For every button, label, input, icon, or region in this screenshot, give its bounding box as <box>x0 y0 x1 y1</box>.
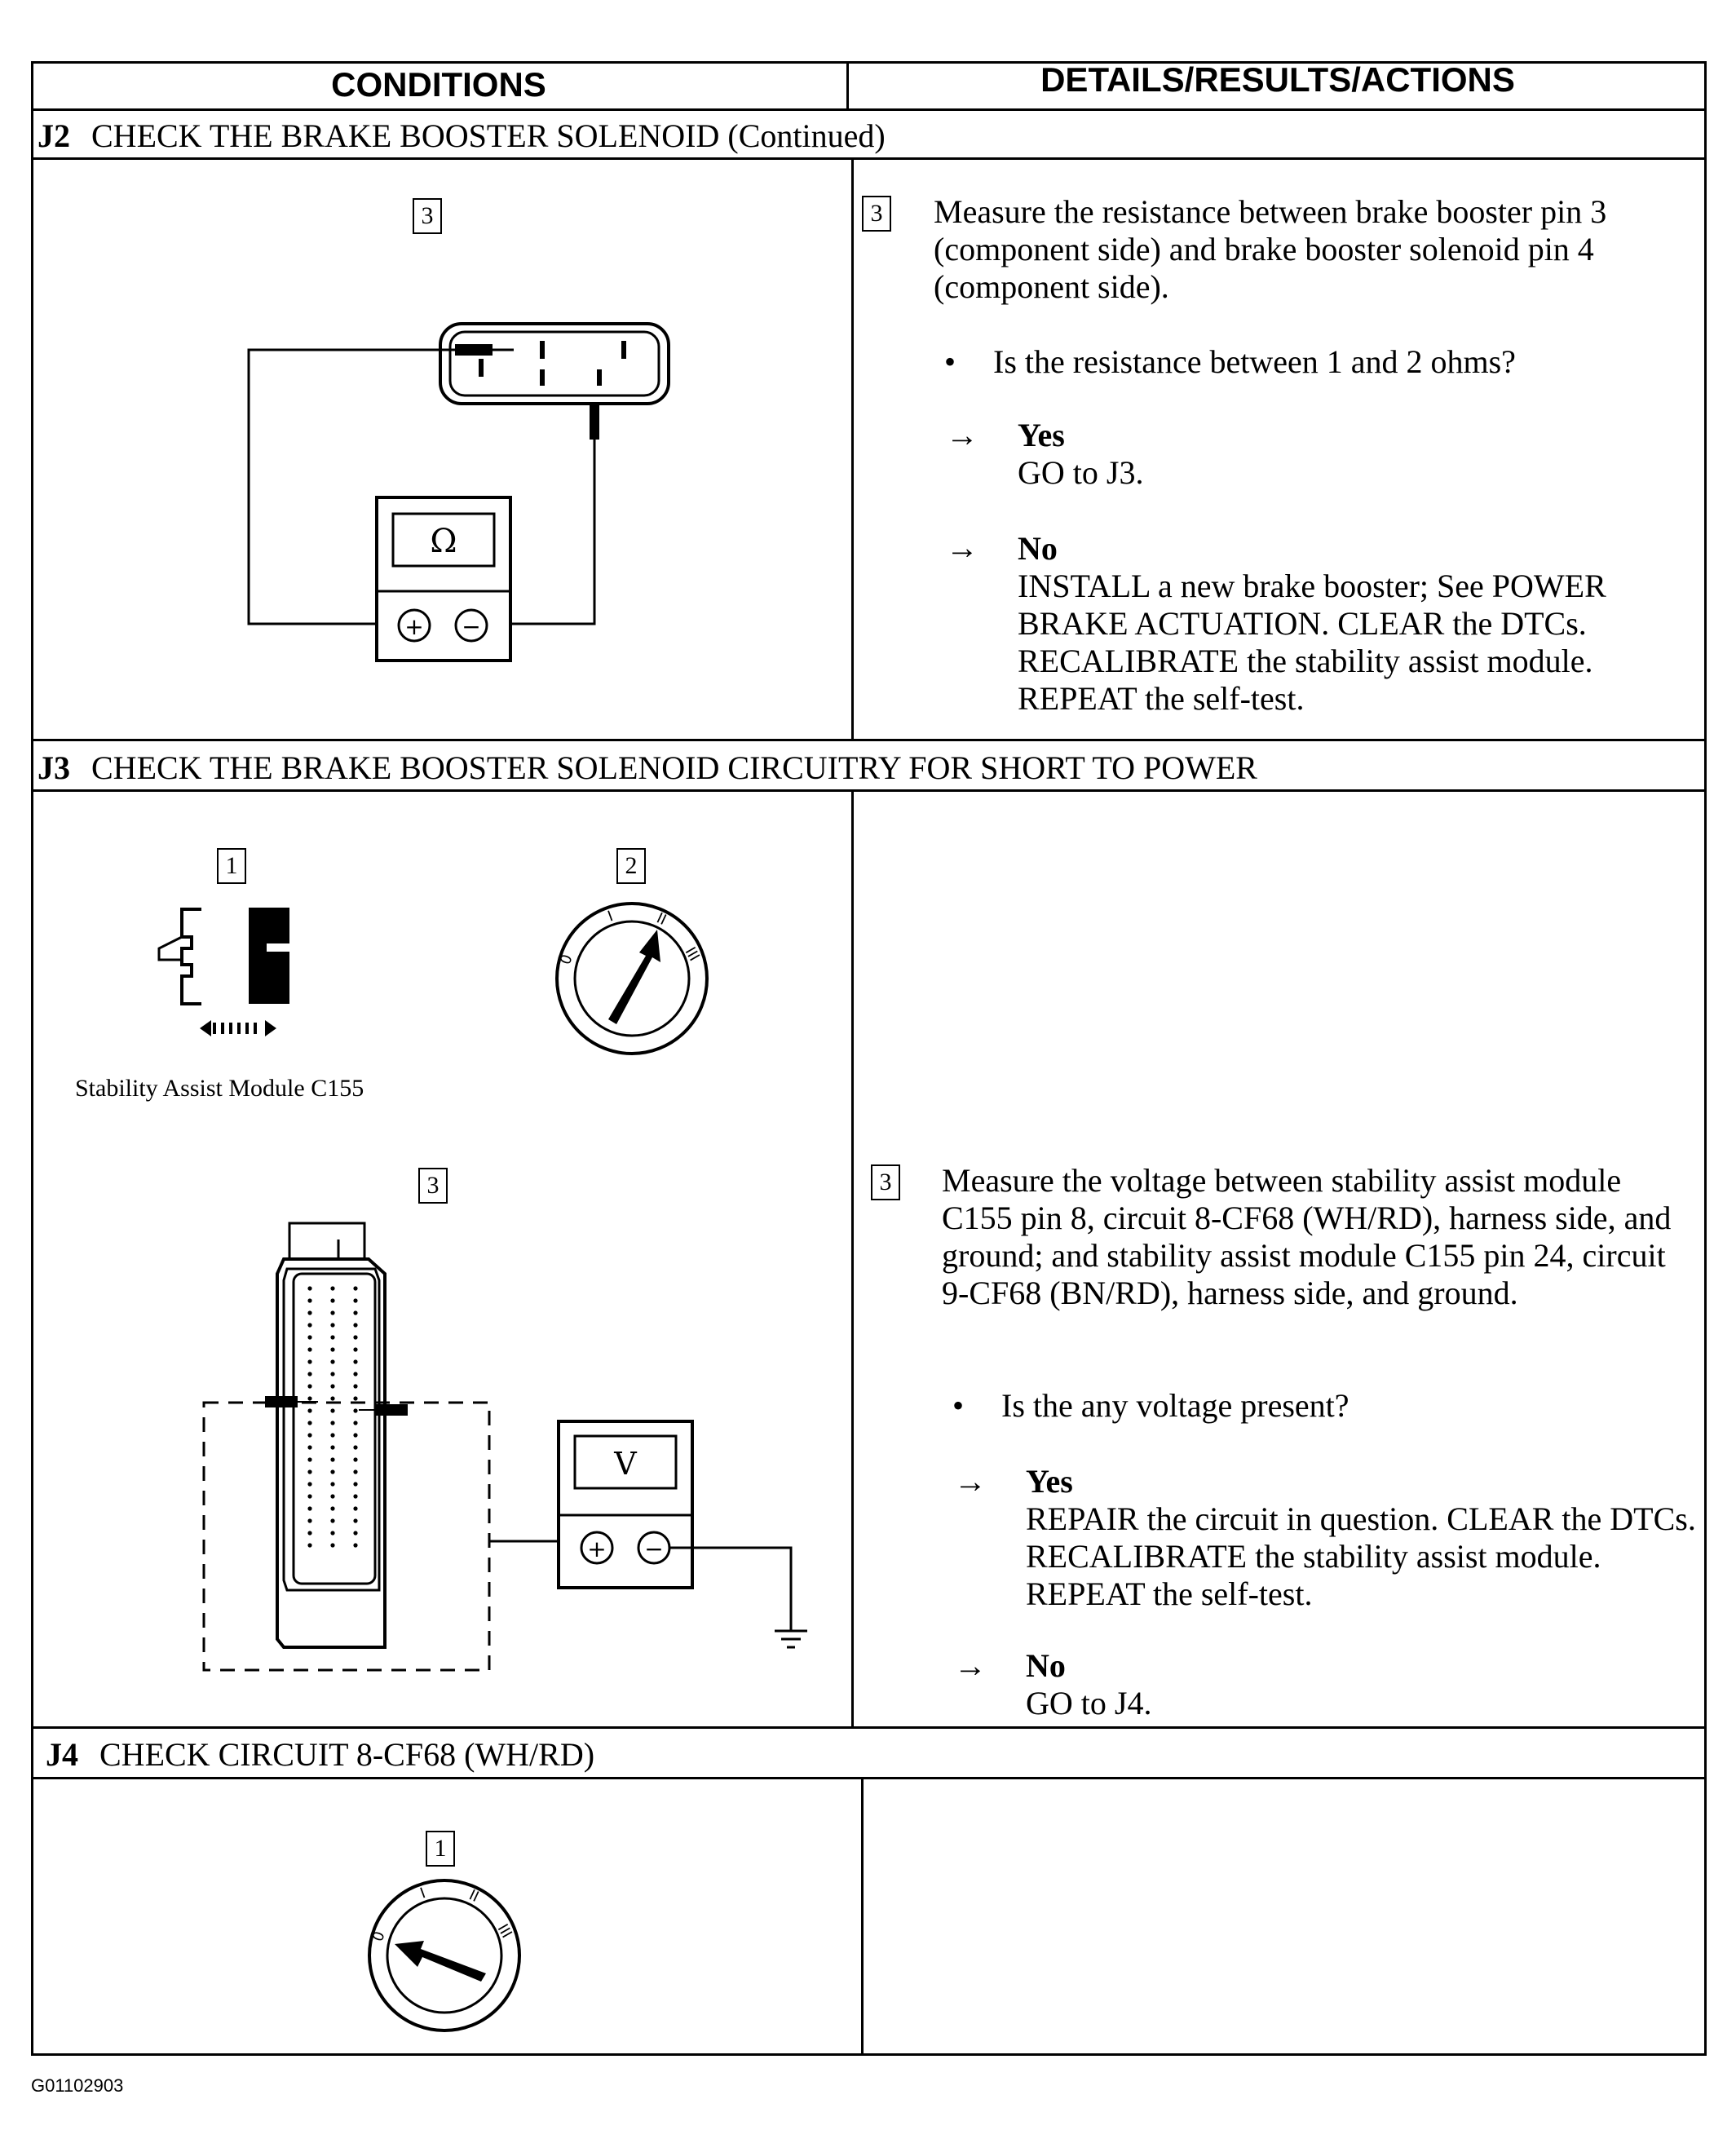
connector-pin <box>330 1543 334 1547</box>
ignition-switch-run-icon <box>546 897 718 1060</box>
j2-yes-response <box>1018 417 1694 492</box>
rule-j4-title-bottom <box>31 1777 1707 1779</box>
connector-pin <box>353 1469 357 1474</box>
rule-j4-top <box>31 1726 1707 1729</box>
connector-pin <box>353 1445 357 1449</box>
connector-pin <box>330 1421 334 1425</box>
j3-voltage-diagram <box>196 1215 815 1680</box>
connector-pin <box>353 1298 357 1302</box>
connector-pin <box>307 1298 311 1302</box>
connector-pin <box>307 1433 311 1437</box>
j3-section-title <box>38 749 1257 787</box>
j4-section-title <box>46 1735 594 1774</box>
connector-pin <box>330 1531 334 1535</box>
j2-no-label: No <box>1018 530 1058 567</box>
bullet-glyph: • <box>944 343 956 380</box>
ign-label-2: II <box>466 1886 482 1907</box>
ign-label-0: 0 <box>556 952 576 967</box>
connector-pins <box>307 1286 357 1547</box>
ign-label-3: III <box>493 1921 515 1942</box>
j4-title: CHECK CIRCUIT 8-CF68 (WH/RD) <box>99 1736 595 1773</box>
j3-no-response <box>1026 1647 1698 1722</box>
ign-label-3: III <box>681 944 703 965</box>
connector-pin <box>307 1347 311 1351</box>
connector-pin <box>330 1310 334 1315</box>
ign-label-1: I <box>605 908 616 926</box>
connector-pin <box>307 1506 311 1510</box>
j3-no-text: GO to J4. <box>1026 1685 1152 1721</box>
j3-title: CHECK THE BRAKE BOOSTER SOLENOID CIRCUITRY FOR SHORT TO POWER <box>91 749 1257 786</box>
connector-pin <box>353 1421 357 1425</box>
connector-pin <box>353 1457 357 1461</box>
connector-pin <box>353 1384 357 1388</box>
plus-terminal: + <box>587 1536 607 1562</box>
j3-question <box>952 1386 1349 1425</box>
connector-pin <box>330 1408 334 1412</box>
connector-pin <box>307 1396 311 1400</box>
connector-pin <box>307 1543 311 1547</box>
connector-pin <box>330 1347 334 1351</box>
details-header: DETAILS/RESULTS/ACTIONS <box>1040 60 1515 99</box>
connector-pin <box>353 1506 357 1510</box>
ign-label-0: 0 <box>369 1929 389 1944</box>
minus-terminal: − <box>644 1536 664 1562</box>
j2-id: J2 <box>38 117 70 154</box>
connector-pin <box>307 1421 311 1425</box>
connector-pin <box>353 1494 357 1498</box>
connector-pin <box>330 1433 334 1437</box>
j2-question <box>944 342 1516 381</box>
j2-diagram-step-number: 3 <box>413 198 442 234</box>
connector-pin <box>307 1310 311 1315</box>
j3-step2-number: 2 <box>616 848 646 884</box>
connector-pin <box>307 1445 311 1449</box>
j3-yes-arrow: → <box>954 1463 987 1500</box>
connector-pin <box>330 1457 334 1461</box>
j3-step1-number: 1 <box>217 848 246 884</box>
connector-caption: Stability Assist Module C155 <box>75 1075 364 1102</box>
connector-pin <box>307 1286 311 1290</box>
connector-pin <box>330 1384 334 1388</box>
j2-title: CHECK THE BRAKE BOOSTER SOLENOID (Continued) <box>91 117 886 154</box>
connector-pin <box>330 1482 334 1486</box>
connector-pin <box>307 1323 311 1327</box>
rule-header-bottom <box>31 108 1707 111</box>
connector-pin <box>353 1347 357 1351</box>
rule-col-j3 <box>851 789 854 1728</box>
connector-pin <box>330 1335 334 1339</box>
rule-col-j4 <box>861 1777 864 2056</box>
connector-pin <box>353 1286 357 1290</box>
bullet-glyph: • <box>952 1387 965 1424</box>
rule-j3-top <box>31 739 1707 741</box>
connector-pin <box>330 1445 334 1449</box>
j3-no-arrow: → <box>954 1647 987 1684</box>
connector-pin <box>330 1286 334 1290</box>
minus-terminal: − <box>462 613 481 640</box>
j3-yes-text: REPAIR the circuit in question. CLEAR the DTCs. RECALIBRATE the stability assist module. REPEAT the self-test. <box>1026 1500 1696 1612</box>
j2-no-response <box>1018 530 1694 718</box>
ign-label-2: II <box>653 909 669 930</box>
connector-pin <box>353 1323 357 1327</box>
connector-pin <box>353 1335 357 1339</box>
connector-pin <box>353 1359 357 1363</box>
rule-j2-title-bottom <box>31 157 1707 160</box>
connector-pin <box>353 1518 357 1522</box>
connector-pin <box>307 1531 311 1535</box>
connector-pin <box>307 1384 311 1388</box>
connector-pin <box>307 1408 311 1412</box>
j3-measure-text: Measure the voltage between stability assist module C155 pin 8, circuit 8-CF68 (WH/RD), harness side, and ground; and stability assist module C155 pin 24, circuit 9-CF68 (BN/RD), harness side, and ground. <box>942 1162 1672 1311</box>
j3-id: J3 <box>38 749 70 786</box>
j3-yes-response <box>1026 1463 1698 1613</box>
connector-pin <box>307 1359 311 1363</box>
connector-pin <box>353 1408 357 1412</box>
j2-measure-text: Measure the resistance between brake booster pin 3 (component side) and brake booster solenoid pin 4 (component side). <box>934 193 1607 305</box>
connector-pin <box>330 1323 334 1327</box>
connector-pin <box>353 1531 357 1535</box>
ohm-symbol: Ω <box>430 523 457 560</box>
rule-col-j2 <box>851 157 854 740</box>
j3-yes-label: Yes <box>1026 1463 1073 1500</box>
j2-yes-arrow: → <box>946 417 978 453</box>
connector-pin <box>330 1469 334 1474</box>
connector-pin <box>330 1396 334 1400</box>
j3-no-label: No <box>1026 1647 1066 1684</box>
j2-yes-label: Yes <box>1018 417 1065 453</box>
j4-step1-number: 1 <box>426 1831 455 1867</box>
connector-pin <box>353 1396 357 1400</box>
connector-pin <box>307 1335 311 1339</box>
connector-pin <box>330 1298 334 1302</box>
connector-pin <box>307 1469 311 1474</box>
ign-label-1: I <box>417 1885 428 1902</box>
connector-pin <box>330 1494 334 1498</box>
j2-resistance-diagram <box>236 314 693 673</box>
volt-symbol: V <box>614 1446 637 1482</box>
connector-pin <box>307 1457 311 1461</box>
j4-id: J4 <box>46 1736 78 1773</box>
j3-question-text: Is the any voltage present? <box>1001 1387 1349 1424</box>
j3-step3-diagram-number: 3 <box>418 1168 448 1204</box>
conditions-header: CONDITIONS <box>331 65 546 104</box>
connector-pin <box>353 1543 357 1547</box>
j2-step-number: 3 <box>862 196 891 232</box>
j2-no-text: INSTALL a new brake booster; See POWER BRAKE ACTUATION. CLEAR the DTCs. RECALIBRATE the stability assist module. REPEAT the self-test. <box>1018 568 1606 717</box>
connector-pin <box>330 1372 334 1376</box>
ignition-switch-off-icon <box>359 1874 530 2037</box>
figure-id: G01102903 <box>31 2075 124 2096</box>
connector-pin <box>307 1518 311 1522</box>
connector-pin <box>353 1482 357 1486</box>
connector-pin <box>307 1482 311 1486</box>
connector-pin <box>330 1518 334 1522</box>
j2-yes-text: GO to J3. <box>1018 454 1144 491</box>
connector-pin <box>353 1372 357 1376</box>
j2-section-title <box>38 117 886 155</box>
disconnect-connector-icon <box>151 901 322 1048</box>
connector-pin <box>353 1310 357 1315</box>
j3-step3-number: 3 <box>871 1164 900 1200</box>
connector-pin <box>307 1372 311 1376</box>
connector-pin <box>307 1494 311 1498</box>
connector-pin <box>330 1359 334 1363</box>
connector-pin <box>330 1506 334 1510</box>
j2-no-arrow: → <box>946 529 978 566</box>
j2-question-text: Is the resistance between 1 and 2 ohms? <box>993 343 1516 380</box>
plus-terminal: + <box>404 613 424 640</box>
connector-pin <box>353 1433 357 1437</box>
rule-j3-title-bottom <box>31 789 1707 792</box>
